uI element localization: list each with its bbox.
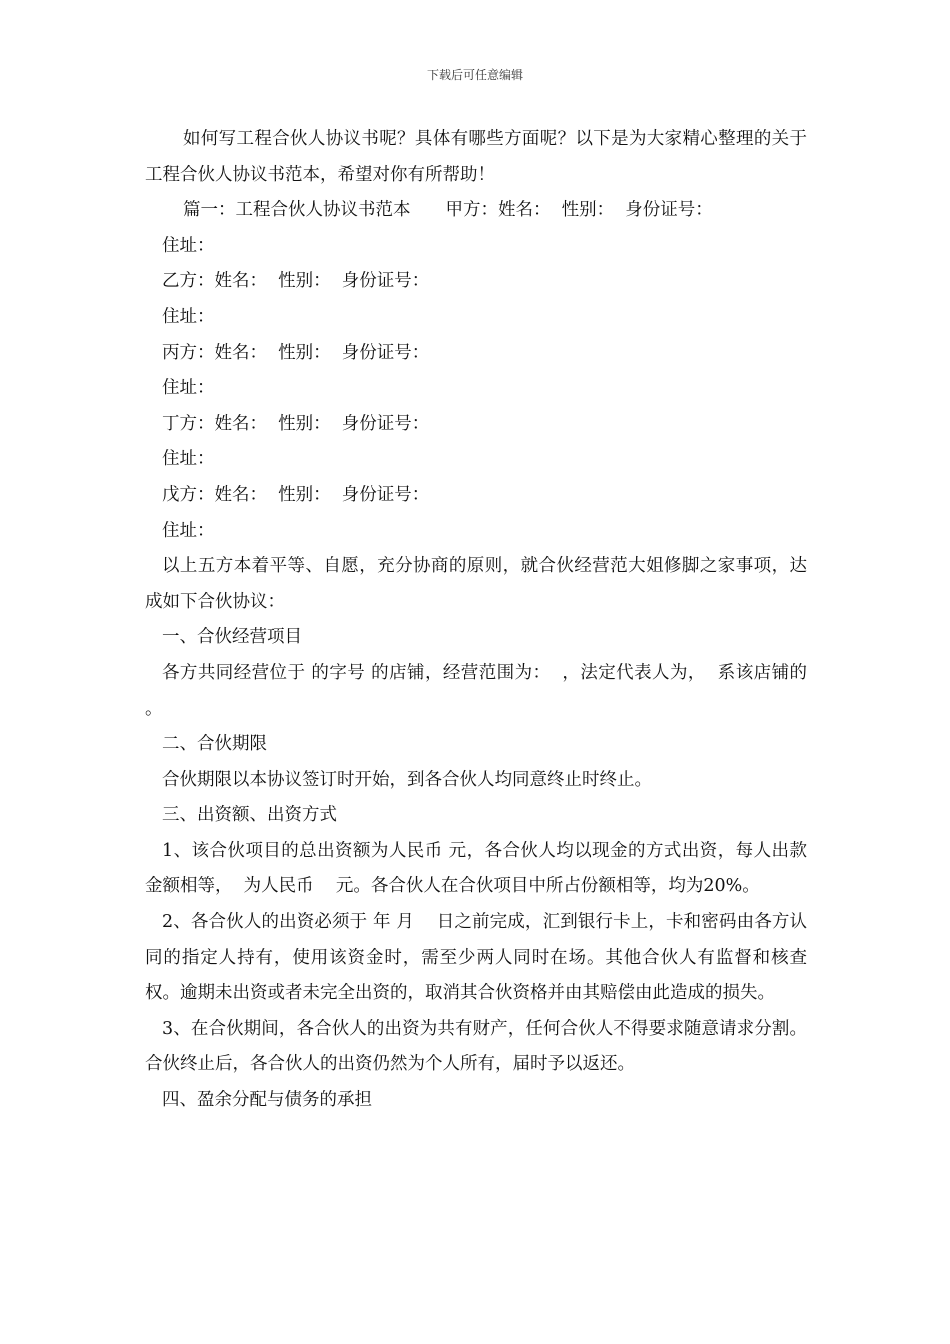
- party-e-info: 戊方：姓名： 性别： 身份证号：: [162, 484, 430, 505]
- document-body: [145, 122, 813, 1119]
- page-header: 下载后可任意编辑: [426, 68, 523, 82]
- section-title-party-a: 篇一：工程合伙人协议书范本 甲方：姓名： 性别： 身份证号：: [183, 200, 713, 221]
- party-b-address: 住址：: [162, 306, 215, 327]
- capital-clause-1: 1、该合伙项目的总出资额为人民币 元，各合伙人均以现金的方式出资，每人出款金额相等， 为人民币 元。各合伙人在合伙项目中所占份额相等，均为20%。: [145, 840, 807, 897]
- party-d-address: 住址：: [162, 449, 215, 470]
- heading-profit-and-debt: 四、盈余分配与债务的承担: [162, 1090, 372, 1111]
- heading-capital-contribution: 三、出资额、出资方式: [162, 805, 337, 826]
- capital-clause-2: 2、各合伙人的出资必须于 年 月 日之前完成，汇到银行卡上，卡和密码由各方认同的指定人持有，使用该资金时，需至少两人同时在场。其他合伙人有监督和核查权。逾期未出资或者未完全出资的，取消其合伙资格并由其赔偿由此造成的损失。: [145, 912, 807, 1004]
- intro-paragraph: 如何写工程合伙人协议书呢？具体有哪些方面呢？以下是为大家精心整理的关于工程合伙人协议书范本，希望对你有所帮助！: [145, 129, 807, 185]
- business-project-text: 各方共同经营位于 的字号 的店铺，经营范围为： ，法定代表人为， 系该店铺的 。: [145, 662, 813, 719]
- partnership-term-text: 合伙期限以本协议签订时开始，到各合伙人均同意终止时终止。: [162, 769, 652, 790]
- agreement-preamble: 以上五方本着平等、自愿，充分协商的原则，就合伙经营范大姐修脚之家事项，达成如下合伙协议：: [145, 556, 807, 612]
- party-c-address: 住址：: [162, 378, 215, 399]
- party-c-info: 丙方：姓名： 性别： 身份证号：: [162, 342, 430, 363]
- heading-partnership-term: 二、合伙期限: [162, 734, 267, 755]
- party-d-info: 丁方：姓名： 性别： 身份证号：: [162, 413, 430, 434]
- heading-business-project: 一、合伙经营项目: [162, 627, 302, 648]
- party-a-address: 住址：: [162, 235, 215, 256]
- party-b-info: 乙方：姓名： 性别： 身份证号：: [162, 271, 430, 292]
- capital-clause-3: 3、在合伙期间，各合伙人的出资为共有财产，任何合伙人不得要求随意请求分割。合伙终止后，各合伙人的出资仍然为个人所有，届时予以返还。: [145, 1018, 807, 1075]
- party-e-address: 住址：: [162, 520, 215, 541]
